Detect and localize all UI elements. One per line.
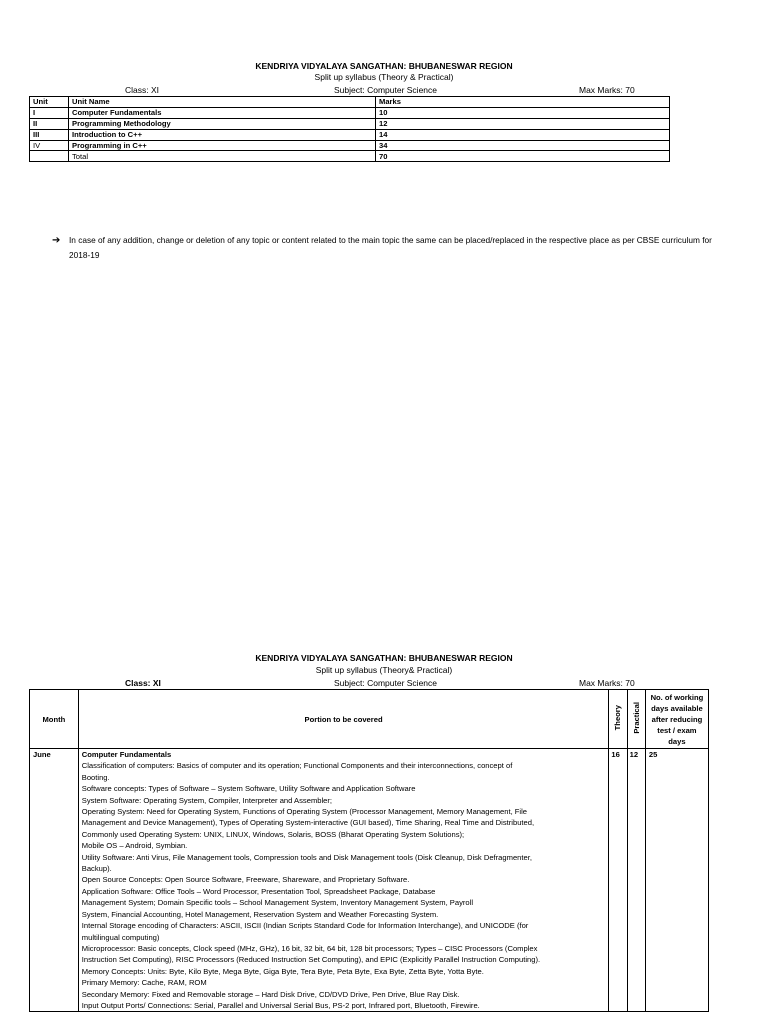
arrow-icon: ➔	[52, 235, 61, 246]
marks-cell: 34	[376, 140, 670, 151]
bottom-class-label: Class: XI	[125, 678, 161, 688]
unit-name-cell: Introduction to C++	[69, 129, 376, 140]
table-row	[30, 140, 670, 151]
syllabus-header-theory-label: Theory	[613, 704, 623, 731]
portion-line: Input Output Ports/ Connections: Serial, Parallel and Universal Serial Bus, PS-2 port, Infrared port, Bluetooth, Firewire.	[81, 1000, 480, 1010]
portion-line: multilingual computing)	[81, 932, 160, 942]
top-subject-label: Subject: Computer Science	[334, 85, 437, 95]
unit-cell: II	[30, 118, 69, 129]
syllabus-header-practical	[627, 690, 645, 749]
portion-line: Utility Software: Anti Virus, File Management tools, Compression tools and Disk Management tools (Disk Cleanup, Disk Defragmenter,	[81, 852, 532, 862]
portion-line: Secondary Memory: Fixed and Removable storage – Hard Disk Drive, CD/DVD Drive, Pen Drive, Blue Ray Disk.	[81, 989, 460, 999]
marks-cell: 70	[376, 151, 670, 162]
marks-table	[29, 96, 670, 162]
portion-cell	[78, 749, 609, 1012]
syllabus-header-month: Month	[30, 690, 79, 749]
unit-name-cell: Programming Methodology	[69, 118, 376, 129]
marks-cell: 14	[376, 129, 670, 140]
syllabus-table	[29, 689, 709, 1012]
bottom-header-line-1: KENDRIYA VIDYALAYA SANGATHAN: BHUBANESWAR REGION	[255, 653, 513, 663]
portion-line: System, Financial Accounting, Hotel Management, Reservation System and Weather Forecasting System.	[81, 909, 439, 919]
month-cell: June	[30, 749, 79, 1012]
top-class-label: Class: XI	[125, 85, 160, 95]
portion-line: Open Source Concepts: Open Source Software, Freeware, Shareware, and Proprietary Software.	[81, 875, 410, 885]
portion-line: Application Software: Office Tools – Word Processor, Presentation Tool, Spreadsheet Package, Database	[81, 886, 436, 896]
portion-line: Management and Device Management), Types of Operating System-interactive (GUI based), Time Sharing, Real Time and Distributed,	[81, 818, 535, 828]
table-row	[30, 107, 670, 118]
marks-table-header-unit: Unit	[30, 97, 69, 108]
syllabus-table-header-row	[30, 690, 709, 749]
table-row	[30, 129, 670, 140]
portion-line: Operating System: Need for Operating System, Functions of Operating System (Processor Management, Memory Management, File	[81, 807, 528, 817]
portion-line: Internal Storage encoding of Characters: ASCII, ISCII (Indian Scripts Standard Code for Information Interchange), and UNICODE (for	[81, 921, 529, 931]
table-row	[30, 749, 709, 1012]
syllabus-header-practical-label: Practical	[631, 701, 641, 734]
portion-line: System Software: Operating System, Compiler, Interpreter and Assembler;	[81, 795, 333, 805]
portion-line: Primary Memory: Cache, RAM, ROM	[81, 978, 207, 988]
syllabus-header-theory	[609, 690, 627, 749]
marks-cell: 10	[376, 107, 670, 118]
unit-name-cell: Programming in C++	[69, 140, 376, 151]
bottom-header-line-2: Split up syllabus (Theory& Practical)	[315, 665, 453, 675]
unit-name-cell: Computer Fundamentals	[69, 107, 376, 118]
unit-cell: I	[30, 107, 69, 118]
table-row	[30, 118, 670, 129]
unit-name-cell: Total	[69, 151, 376, 162]
marks-table-header-marks: Marks	[376, 97, 670, 108]
bottom-max-marks-label: Max Marks: 70	[579, 678, 635, 688]
marks-cell: 12	[376, 118, 670, 129]
curriculum-note-text: In case of any addition, change or deletion of any topic or content related to the main topic the same can be placed/replaced in the respective place as per CBSE curriculum for 2018-19	[69, 235, 712, 260]
portion-line: Software concepts: Types of Software – System Software, Utility Software and Application Software	[81, 784, 416, 794]
portion-line: Microprocessor: Basic concepts, Clock speed (MHz, GHz), 16 bit, 32 bit, 64 bit, 128 bit processors; Types – CISC Processors (Complex	[81, 943, 538, 953]
portion-line: Booting.	[81, 772, 110, 782]
top-header-line-1: KENDRIYA VIDYALAYA SANGATHAN: BHUBANESWAR REGION	[255, 61, 513, 71]
portion-line: Backup).	[81, 864, 112, 874]
table-row-total	[30, 151, 670, 162]
marks-table-header-row	[30, 97, 670, 108]
bottom-subject-label: Subject: Computer Science	[334, 678, 437, 688]
portion-line: Commonly used Operating System: UNIX, LINUX, Windows, Solaris, BOSS (Bharat Operating System Solutions);	[81, 829, 465, 839]
portion-line: Management System; Domain Specific tools – School Management System, Inventory Management System, Payroll	[81, 898, 474, 908]
portion-line: Computer Fundamentals	[81, 750, 172, 759]
syllabus-header-days: No. of working days available after reducing test / exam days	[645, 690, 708, 749]
days-cell: 25	[645, 749, 708, 1012]
theory-cell: 16	[609, 749, 627, 1012]
portion-line: Memory Concepts: Units: Byte, Kilo Byte, Mega Byte, Giga Byte, Tera Byte, Peta Byte, Exa Byte, Zetta Byte, Yotta Byte.	[81, 966, 484, 976]
syllabus-header-portion: Portion to be covered	[78, 690, 609, 749]
practical-cell: 12	[627, 749, 645, 1012]
portion-line: Instruction Set Computing), RISC Processors (Reduced Instruction Set Computing), and EPIC (Explicitly Parallel Instruction Computing).	[81, 955, 541, 965]
top-header-line-2: Split up syllabus (Theory & Practical)	[314, 72, 454, 82]
unit-cell	[30, 151, 69, 162]
portion-line: Mobile OS – Android, Symbian.	[81, 841, 188, 851]
portion-line: Classification of computers: Basics of computer and its operation; Functional Components and their interconnections, concept of	[81, 761, 513, 771]
marks-table-header-unit-name: Unit Name	[69, 97, 376, 108]
unit-cell: III	[30, 129, 69, 140]
top-max-marks-label: Max Marks: 70	[579, 85, 635, 95]
unit-cell: IV	[30, 140, 69, 151]
